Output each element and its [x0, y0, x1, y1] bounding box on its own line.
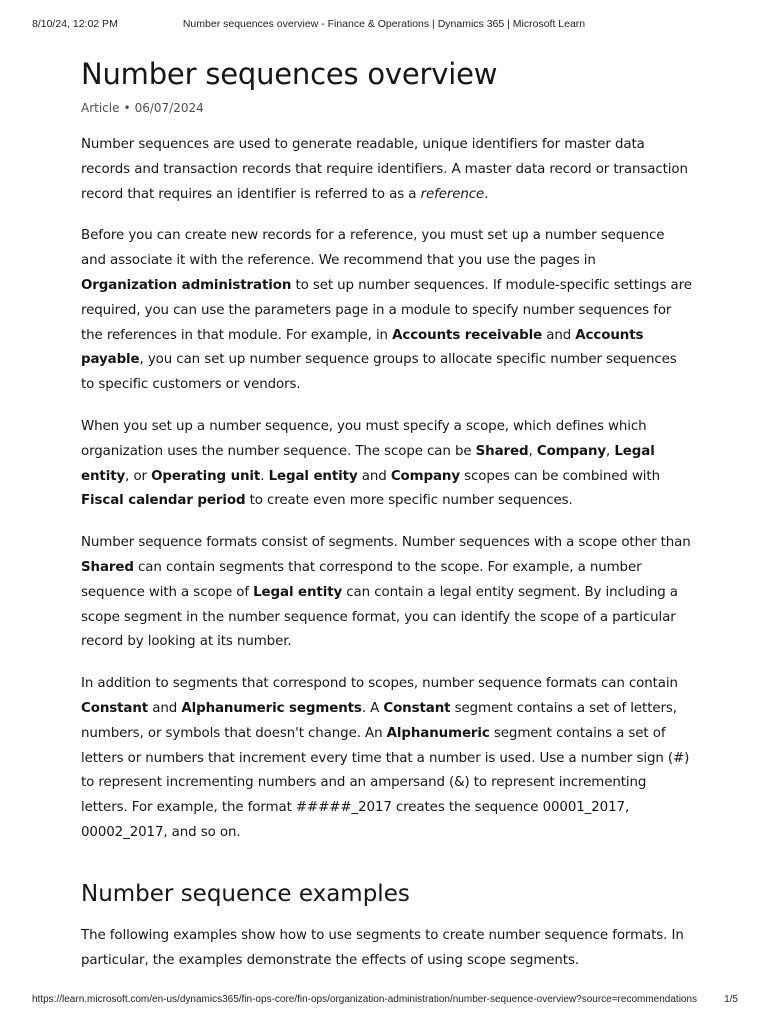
article-content: [81, 52, 693, 973]
term-reference: reference: [420, 186, 485, 202]
paragraph-formats: Number sequence formats consist of segments. Number sequences with a scope other than Shared can contain segments that correspond to the scope. For example, a number sequence with a scope of Legal entity can contain a legal entity segment. By including a scope segment in the number sequence format, you can identify the scope of a particular record by looking at its number.: [81, 535, 691, 650]
print-header: [0, 18, 768, 32]
term-company: Company: [390, 468, 460, 484]
article-date: 06/07/2024: [134, 101, 204, 115]
term-company: Company: [536, 443, 607, 459]
term-legal-entity: Legal entity: [81, 443, 655, 484]
term-shared: Shared: [475, 443, 529, 459]
article-type: Article: [81, 101, 120, 115]
term-constant: Constant: [81, 700, 149, 716]
paragraph-intro: Number sequences are used to generate readable, unique identifiers for master data records and transaction records that require identifiers. A master data record or transaction record that requires an identifier is referred to as a reference.: [81, 137, 688, 202]
term-alphanumeric-segments: Alphanumeric segments: [181, 700, 362, 716]
paragraph-examples-intro: The following examples show how to use segments to create number sequence formats. In particular, the examples demonstrate the effects of using scope segments.: [81, 927, 684, 968]
paragraph-segments: In addition to segments that correspond to scopes, number sequence formats can contain Constant and Alphanumeric segments. A Constant segment contains a set of letters, numbers, or symbols that doesn't change. An Alphanumeric segment contains a set of letters or numbers that increment every time that a number is used. Use a number sign (#) to represent incrementing numbers and an ampersand (&) to represent incrementing letters. For example, the format #####_2017 creates the sequence 00001_2017, 00002_2017, and so on.: [81, 676, 690, 840]
term-legal-entity: Legal entity: [268, 468, 358, 484]
term-accounts-payable: Accounts payable: [81, 327, 644, 368]
term-legal-entity: Legal entity: [253, 584, 343, 600]
term-constant: Constant: [383, 700, 451, 716]
page-title: Number sequences overview: [81, 57, 498, 91]
print-datetime: 8/10/24, 12:02 PM: [32, 18, 118, 30]
term-accounts-receivable: Accounts receivable: [392, 327, 543, 343]
paragraph-setup: Before you can create new records for a reference, you must set up a number sequence and associate it with the reference. We recommend that you use the pages in Organization administration to set up number sequences. If module-specific settings are required, you can use the parameters page in a module to specify number sequences for the references in that module. For example, in Accounts receivable and Accounts payable, you can set up number sequence groups to allocate specific number sequences to specific customers or vendors.: [81, 228, 692, 393]
term-shared: Shared: [81, 559, 134, 575]
term-fiscal-calendar-period: Fiscal calendar period: [81, 493, 246, 509]
term-operating-unit: Operating unit: [151, 468, 261, 484]
print-url: https://learn.microsoft.com/en-us/dynamics365/fin-ops-core/fin-ops/organization-administration/number-sequence-overview?source=recommendations: [32, 994, 698, 1005]
page-number: 1/5: [724, 994, 738, 1005]
print-page-title: Number sequences overview - Finance & Operations | Dynamics 365 | Microsoft Learn: [182, 18, 586, 30]
section-heading-examples: Number sequence examples: [81, 880, 410, 907]
paragraph-scope: When you set up a number sequence, you must specify a scope, which defines which organization uses the number sequence. The scope can be Shared, Company, Legal entity, or Operating unit. Legal entity and Company scopes can be combined with Fiscal calendar period to create even more specific number sequences.: [81, 418, 660, 509]
meta-separator: •: [123, 101, 131, 115]
term-organization-administration: Organization administration: [81, 277, 292, 293]
term-alphanumeric: Alphanumeric: [386, 725, 490, 741]
article-meta: [81, 100, 693, 116]
